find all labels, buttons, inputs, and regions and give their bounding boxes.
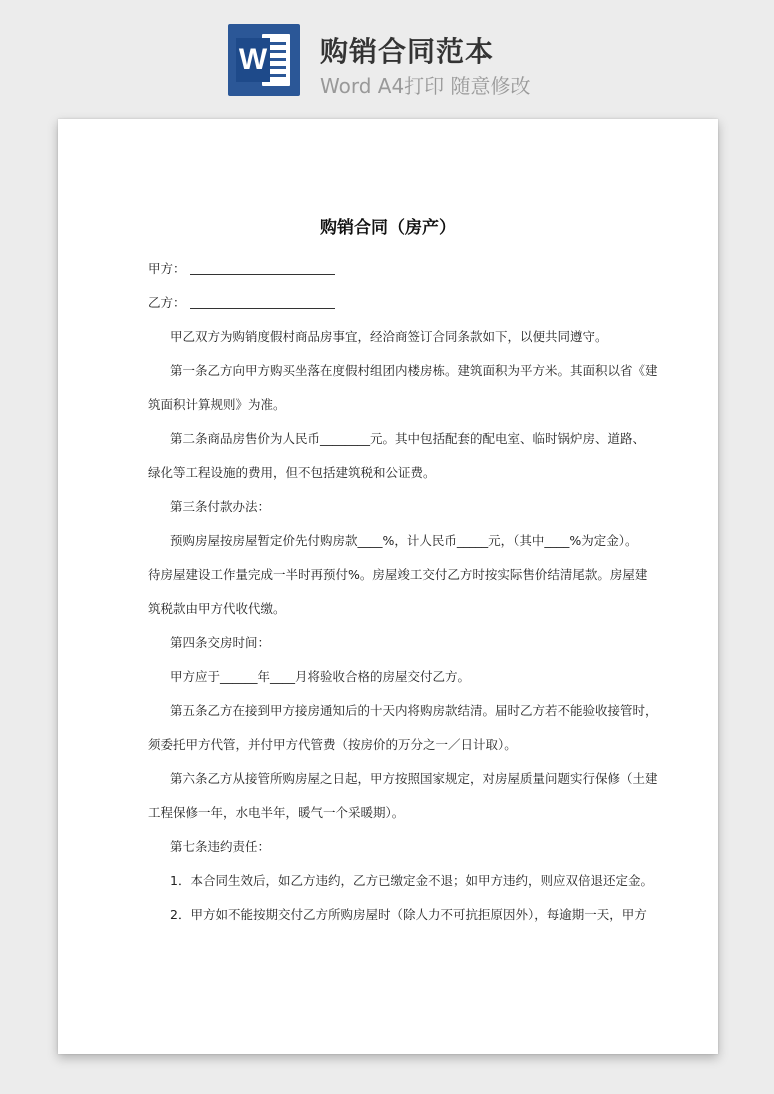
party-a-line (148, 259, 630, 279)
paragraph-intro: 甲乙双方为购销度假村商品房事宜，经洽商签订合同条款如下，以便共同遵守。 (170, 329, 608, 344)
clause-3-cont2: 筑税款由甲方代收代缴。 (148, 601, 286, 616)
party-b-blank (190, 294, 335, 309)
party-a-blank (190, 260, 335, 275)
clause-6-cont: 工程保修一年，水电半年，暖气一个采暖期）。 (148, 805, 405, 820)
clause-4-line: 甲方应于______年____月将验收合格的房屋交付乙方。 (170, 669, 471, 684)
document-page (58, 119, 718, 1054)
banner-subtitle: Word A4打印 随意修改 (320, 74, 531, 98)
party-b-label: 乙方： (148, 295, 186, 310)
clause-3-line: 预购房屋按房屋暂定价先付购房款____%，计人民币_____元，（其中____%为定金）。 (170, 533, 638, 548)
clause-7-item-2: 2．甲方如不能按期交付乙方所购房屋时（除人力不可抗拒原因外），每逾期一天，甲方 (170, 907, 647, 922)
party-a-label: 甲方： (148, 261, 186, 276)
clause-7-item-1: 1．本合同生效后，如乙方违约，乙方已缴定金不退；如甲方违约，则应双倍退还定金。 (170, 873, 653, 888)
clause-1-cont: 筑面积计算规则》为准。 (148, 397, 286, 412)
clause-2-cont: 绿化等工程设施的费用，但不包括建筑税和公证费。 (148, 465, 436, 480)
clause-2-line: 第二条商品房售价为人民币________元。其中包括配套的配电室、临时锅炉房、道路、 (170, 431, 646, 446)
word-logo-icon (228, 24, 300, 96)
clause-4-heading: 第四条交房时间： (170, 635, 271, 650)
document-title: 购销合同（房产） (320, 218, 456, 238)
word-letter: W (236, 38, 270, 82)
party-b-line (148, 293, 630, 313)
clause-3-heading: 第三条付款办法： (170, 499, 271, 514)
clause-5-line: 第五条乙方在接到甲方接房通知后的十天内将购房款结清。届时乙方若不能验收接管时， (170, 703, 658, 718)
banner-title: 购销合同范本 (320, 35, 495, 68)
clause-7-heading: 第七条违约责任： (170, 839, 271, 854)
header-banner (0, 0, 774, 110)
clause-6-line: 第六条乙方从接管所购房屋之日起，甲方按照国家规定，对房屋质量问题实行保修（土建 (170, 771, 658, 786)
clause-5-cont: 须委托甲方代管，并付甲方代管费（按房价的万分之一／日计取）。 (148, 737, 517, 752)
clause-1-line: 第一条乙方向甲方购买坐落在度假村组团内楼房栋。建筑面积为平方米。其面积以省《建 (170, 363, 658, 378)
clause-3-cont: 待房屋建设工作量完成一半时再预付%。房屋竣工交付乙方时按实际售价结清尾款。房屋建 (148, 567, 648, 582)
